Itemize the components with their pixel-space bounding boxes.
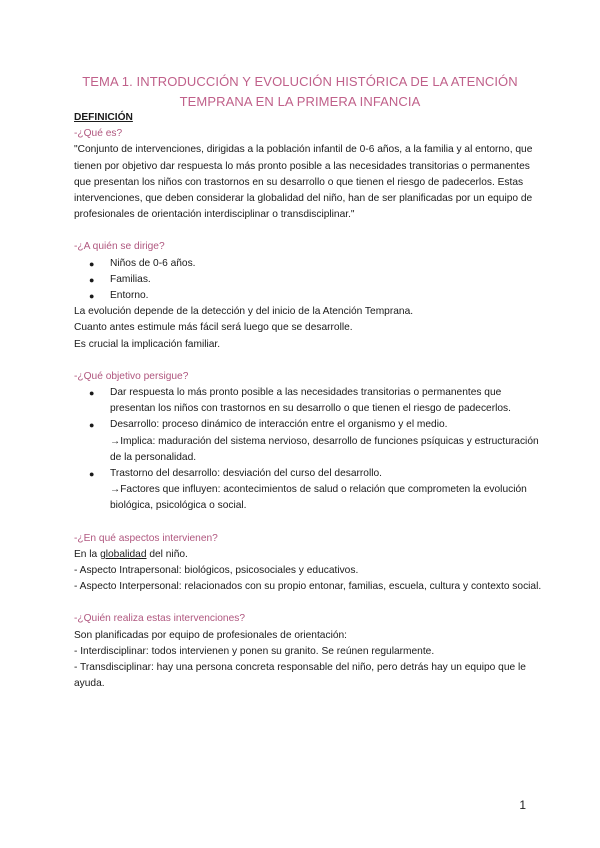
- paragraph: Es crucial la implicación familiar.: [74, 338, 221, 350]
- list-item: ● Entorno.: [74, 288, 544, 304]
- list-item: ● Familias.: [74, 272, 544, 288]
- question-en-que-aspectos: -¿En qué aspectos intervienen?: [74, 532, 218, 544]
- sub-point: →Implica: maduración del sistema nervioso, desarrollo de funciones psíquicas y estructuración de la personalidad.: [110, 435, 539, 463]
- question-a-quien-se-dirige: -¿A quién se dirige?: [74, 241, 165, 253]
- sub-point: →Factores que influyen: acontecimientos de salud o relación que comprometen la evolución biológica, psicológica o social.: [110, 484, 527, 512]
- question-que-es: -¿Qué es?: [74, 128, 123, 140]
- paragraph: Son planificadas por equipo de profesionales de orientación:: [74, 629, 347, 641]
- bullet-icon: ●: [89, 388, 95, 399]
- bullet-icon: ●: [89, 258, 95, 269]
- paragraph: - Aspecto Intrapersonal: biológicos, psicosociales y educativos.: [74, 565, 359, 577]
- bullet-icon: ●: [89, 469, 95, 480]
- target-list: [74, 256, 544, 305]
- list-item: ● Desarrollo: proceso dinámico de interacción entre el organismo y el medio. →Implica: maduración del sistema nervioso, desarrollo de funciones psíquicas y estructuración de la personalidad.: [74, 417, 544, 466]
- document-body: [74, 110, 544, 693]
- paragraph: - Interdisciplinar: todos intervienen y ponen su granito. Se reúnen regularmente.: [74, 645, 435, 657]
- question-que-objetivo-persigue: -¿Qué objetivo persigue?: [74, 370, 189, 382]
- bullet-icon: ●: [89, 420, 95, 431]
- paragraph: Cuanto antes estimule más fácil será luego que se desarrolle.: [74, 322, 353, 334]
- document-title: [60, 72, 540, 112]
- list-item: ● Niños de 0-6 años.: [74, 256, 544, 272]
- bullet-icon: ●: [89, 291, 95, 302]
- objectives-list: [74, 385, 544, 515]
- page-number: 1: [519, 798, 526, 812]
- question-quien-realiza: -¿Quién realiza estas intervenciones?: [74, 613, 246, 625]
- list-item: ● Trastorno del desarrollo: desviación del curso del desarrollo. →Factores que influyen: acontecimientos de salud o relación que comprometen la evolución biológica, psicológica o social.: [74, 466, 544, 515]
- paragraph: - Aspecto Interpersonal: relacionados con su propio entonar, familias, escuela, cultura y contexto social.: [74, 581, 542, 593]
- section-heading-definicion: DEFINICIÓN: [74, 112, 133, 123]
- definition-paragraph: "Conjunto de intervenciones, dirigidas a la población infantil de 0-6 años, a la familia y al entorno, que tienen por objetivo dar respuesta lo más pronto posible a las necesidades transitorias o permanentes que presentan los niños con trastornos en su desarrollo o que tienen el riesgo de padecerlos. Estas intervenciones, que deben considerar la globalidad del niño, han de ser planificadas por un equipo de profesionales de orientación interdisciplinar o transdisciplinar.": [74, 144, 533, 221]
- paragraph: La evolución depende de la detección y del inicio de la Atención Temprana.: [74, 306, 414, 318]
- bullet-icon: ●: [89, 274, 95, 285]
- title-line-2: TEMPRANA EN LA PRIMERA INFANCIA: [179, 94, 421, 109]
- paragraph: - Transdisciplinar: hay una persona concreta responsable del niño, pero detrás hay un equipo que le ayuda.: [74, 662, 526, 690]
- list-item: ● Dar respuesta lo más pronto posible a las necesidades transitorias o permanentes que presentan los niños con trastornos en su desarrollo o que tienen el riesgo de padecerlos.: [89, 387, 511, 415]
- paragraph: En la globalidad del niño.: [74, 548, 188, 560]
- underlined-term: globalidad: [100, 548, 147, 560]
- title-line-1: TEMA 1. INTRODUCCIÓN Y EVOLUCIÓN HISTÓRICA DE LA ATENCIÓN: [82, 74, 518, 89]
